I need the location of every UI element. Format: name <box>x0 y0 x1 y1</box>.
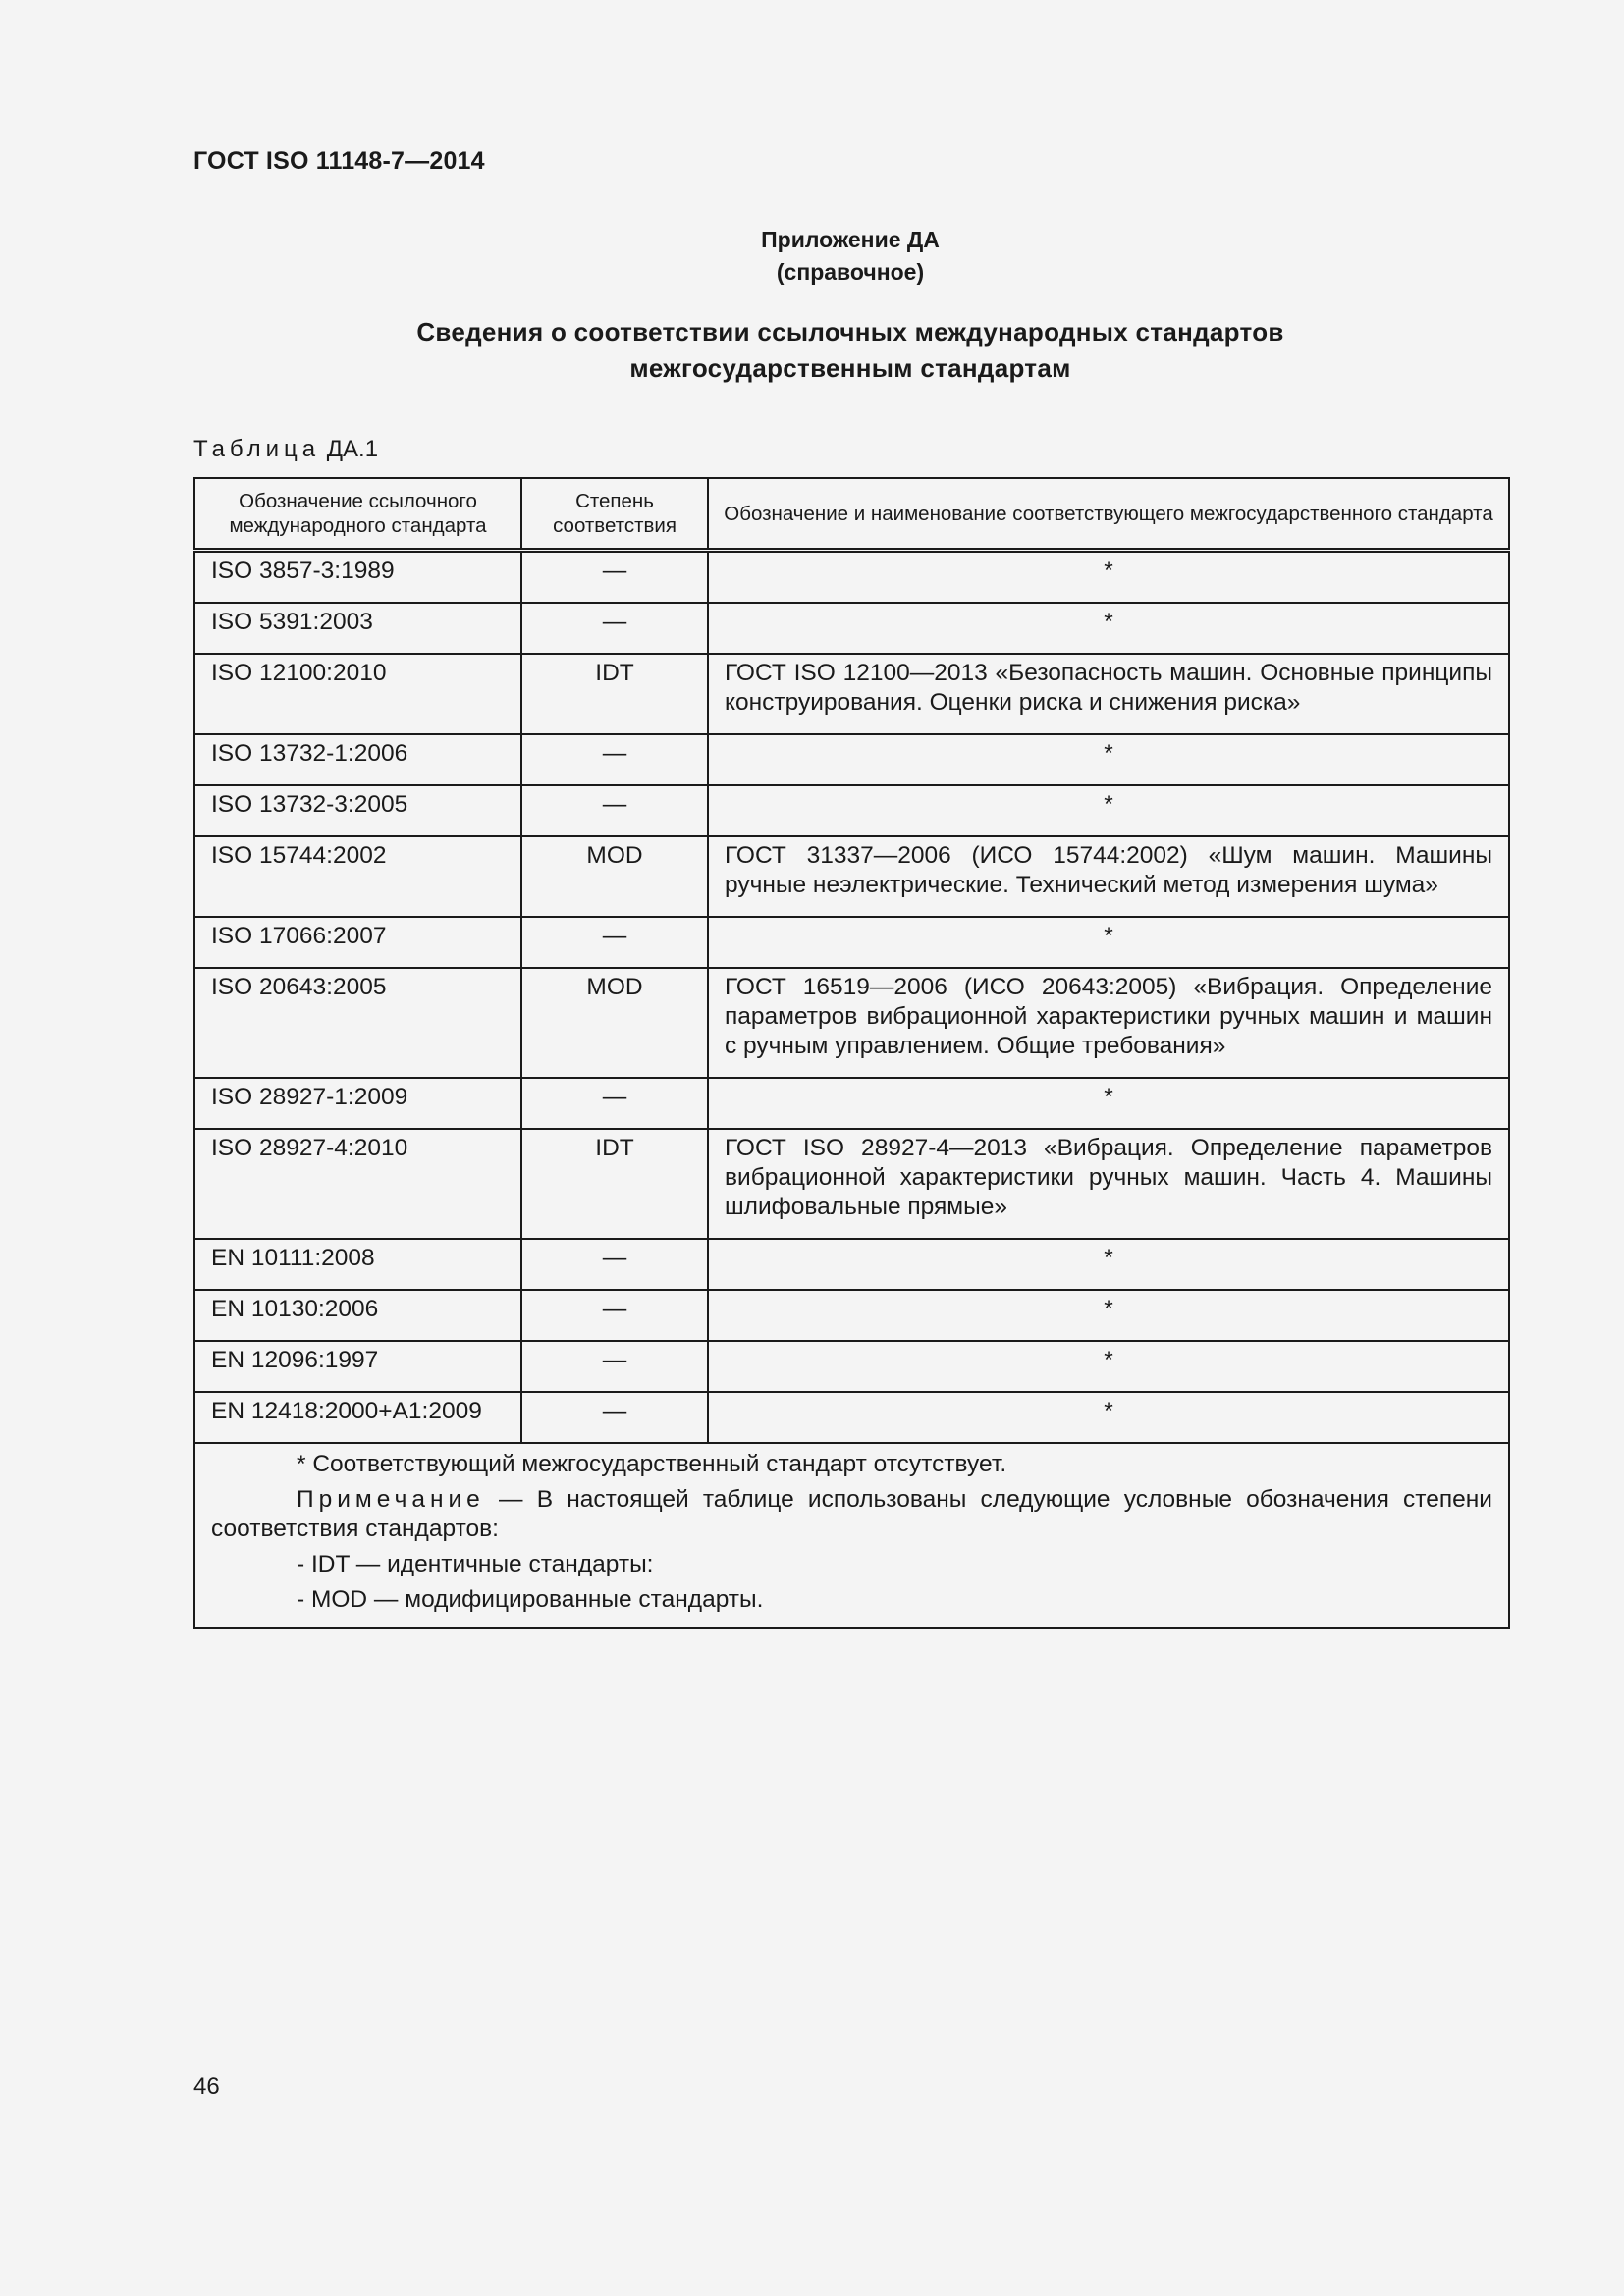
cell-degree: — <box>521 734 708 785</box>
table-row <box>194 836 1509 917</box>
cell-degree: IDT <box>521 654 708 734</box>
cell-interstate-standard: * <box>708 1290 1509 1341</box>
table-row <box>194 654 1509 734</box>
table-row <box>194 1290 1509 1341</box>
cell-standard: ISO 13732-3:2005 <box>194 785 521 836</box>
appendix-heading <box>193 224 1507 289</box>
table-row <box>194 917 1509 968</box>
header-degree-of-correspondence: Степень соответствия <box>521 478 708 551</box>
note-item-idt: - IDT — идентичные стандарты: <box>297 1551 654 1577</box>
table-row <box>194 603 1509 654</box>
cell-interstate-standard: * <box>708 1239 1509 1290</box>
cell-interstate-standard: ГОСТ ISO 12100—2013 «Безопасность машин. Основные принципы конструирования. Оценки риска и снижения риска» <box>708 654 1509 734</box>
table-caption-number: ДА.1 <box>326 436 379 462</box>
table-caption <box>193 436 378 463</box>
cell-standard: ISO 28927-4:2010 <box>194 1129 521 1239</box>
cell-standard: ISO 15744:2002 <box>194 836 521 917</box>
document-id-header: ГОСТ ISO 11148-7—2014 <box>193 147 485 175</box>
cell-degree: — <box>521 785 708 836</box>
table-row <box>194 1239 1509 1290</box>
table-row <box>194 551 1509 604</box>
section-title <box>193 314 1507 387</box>
cell-standard: EN 10111:2008 <box>194 1239 521 1290</box>
table-caption-word: Таблица <box>193 436 321 462</box>
table-notes-row <box>194 1443 1509 1628</box>
cell-interstate-standard: ГОСТ 16519—2006 (ИСО 20643:2005) «Вибрация. Определение параметров вибрационной характеристики ручных машин и машин с ручным управлением. Общие требования» <box>708 968 1509 1078</box>
cell-standard: EN 12096:1997 <box>194 1341 521 1392</box>
cell-degree: — <box>521 1392 708 1443</box>
cell-degree: MOD <box>521 836 708 917</box>
cell-degree: MOD <box>521 968 708 1078</box>
table-row <box>194 1078 1509 1129</box>
table-row <box>194 968 1509 1078</box>
cell-standard: ISO 3857-3:1989 <box>194 551 521 604</box>
appendix-title: Приложение ДА <box>761 227 940 252</box>
cell-degree: — <box>521 551 708 604</box>
cell-degree: IDT <box>521 1129 708 1239</box>
table-footnote: * Соответствующий межгосударственный стандарт отсутствует. <box>297 1451 1007 1477</box>
table-row <box>194 785 1509 836</box>
cell-standard: EN 12418:2000+A1:2009 <box>194 1392 521 1443</box>
table-row <box>194 1392 1509 1443</box>
table-header-row <box>194 478 1509 551</box>
table-row <box>194 1341 1509 1392</box>
standards-correspondence-table <box>193 477 1510 1629</box>
cell-degree: — <box>521 1341 708 1392</box>
cell-standard: ISO 12100:2010 <box>194 654 521 734</box>
table-notes-cell <box>194 1443 1509 1628</box>
note-label: Примечание <box>297 1486 485 1513</box>
cell-standard: EN 10130:2006 <box>194 1290 521 1341</box>
cell-degree: — <box>521 1290 708 1341</box>
cell-degree: — <box>521 1239 708 1290</box>
table-note <box>211 1485 1492 1544</box>
cell-standard: ISO 5391:2003 <box>194 603 521 654</box>
cell-interstate-standard: * <box>708 603 1509 654</box>
section-title-line-2: межгосударственным стандартам <box>629 353 1071 383</box>
cell-interstate-standard: * <box>708 1078 1509 1129</box>
cell-interstate-standard: * <box>708 551 1509 604</box>
cell-interstate-standard: * <box>708 1341 1509 1392</box>
cell-degree: — <box>521 1078 708 1129</box>
table-row <box>194 1129 1509 1239</box>
table-row <box>194 734 1509 785</box>
note-item-mod: - MOD — модифицированные стандарты. <box>297 1586 764 1613</box>
cell-standard: ISO 20643:2005 <box>194 968 521 1078</box>
note-text: — В настоящей таблице использованы следующие условные обозначения степени соответствия стандартов: <box>211 1486 1492 1542</box>
cell-interstate-standard: ГОСТ ISO 28927-4—2013 «Вибрация. Определение параметров вибрационной характеристики ручных машин. Часть 4. Машины шлифовальные прямые» <box>708 1129 1509 1239</box>
cell-interstate-standard: * <box>708 1392 1509 1443</box>
section-title-line-1: Сведения о соответствии ссылочных международных стандартов <box>416 317 1284 347</box>
cell-degree: — <box>521 917 708 968</box>
cell-standard: ISO 28927-1:2009 <box>194 1078 521 1129</box>
cell-interstate-standard: ГОСТ 31337—2006 (ИСО 15744:2002) «Шум машин. Машины ручные неэлектрические. Технический метод измерения шума» <box>708 836 1509 917</box>
cell-standard: ISO 13732-1:2006 <box>194 734 521 785</box>
appendix-subtitle: (справочное) <box>776 259 925 285</box>
header-international-standard: Обозначение ссылочного международного стандарта <box>194 478 521 551</box>
cell-standard: ISO 17066:2007 <box>194 917 521 968</box>
header-interstate-standard: Обозначение и наименование соответствующего межгосударственного стандарта <box>708 478 1509 551</box>
page-number: 46 <box>193 2073 220 2100</box>
cell-interstate-standard: * <box>708 734 1509 785</box>
cell-degree: — <box>521 603 708 654</box>
cell-interstate-standard: * <box>708 917 1509 968</box>
cell-interstate-standard: * <box>708 785 1509 836</box>
